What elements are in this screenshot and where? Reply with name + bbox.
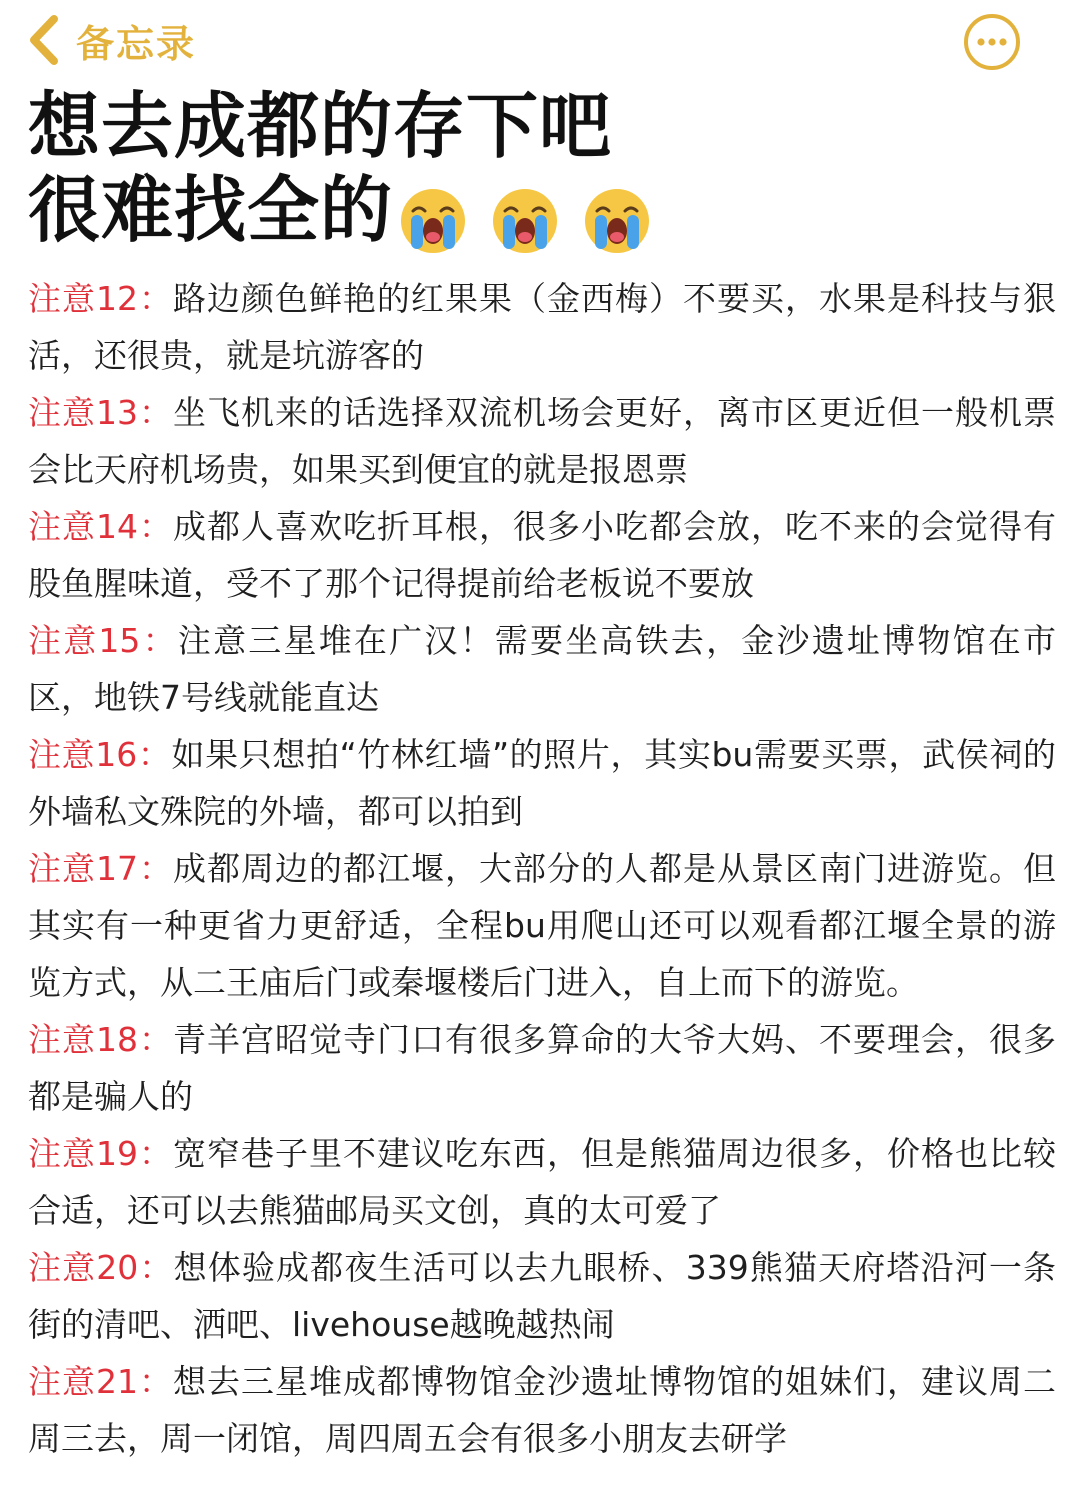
note-text: 青羊宫昭觉寺门口有很多算命的大爷大妈、不要理会，很多都是骗人的 xyxy=(28,1020,1056,1116)
more-horizontal-icon xyxy=(962,12,1022,72)
note-item xyxy=(28,1353,1056,1467)
note-item xyxy=(28,384,1056,498)
note-text: 如果只想拍“竹林红墙”的照片，其实bu需要买票，武侯祠的外墙私文殊院的外墙，都可以拍到 xyxy=(28,735,1056,831)
note-item xyxy=(28,498,1056,612)
note-label: 注意14： xyxy=(28,507,173,546)
note-item xyxy=(28,840,1056,1011)
note-item xyxy=(28,270,1056,384)
note-label: 注意21： xyxy=(28,1362,173,1401)
note-text: 想去三星堆成都博物馆金沙遗址博物馆的姐妹们，建议周二周三去，周一闭馆，周四周五会有很多小朋友去研学 xyxy=(28,1362,1056,1458)
title-line-2: 很难找全的 xyxy=(28,168,394,252)
note-text: 成都人喜欢吃折耳根，很多小吃都会放，吃不来的会觉得有股鱼腥味道，受不了那个记得提前给老板说不要放 xyxy=(28,507,1056,603)
note-item xyxy=(28,612,1056,726)
back-label: 备忘录 xyxy=(76,21,197,66)
note-text: 路边颜色鲜艳的红果果（金西梅）不要买，水果是科技与狠活，还很贵，就是坑游客的 xyxy=(28,279,1056,375)
note-item xyxy=(28,726,1056,840)
note-title xyxy=(28,84,1058,257)
note-label: 注意19： xyxy=(28,1134,173,1173)
note-item xyxy=(28,1239,1056,1353)
note-text: 成都周边的都江堰，大部分的人都是从景区南门进游览。但其实有一种更省力更舒适，全程bu用爬山还可以观看都江堰全景的游览方式，从二王庙后门或秦堰楼后门进入，自上而下的游览。 xyxy=(28,849,1056,1002)
note-label: 注意15： xyxy=(28,621,178,660)
chevron-left-icon xyxy=(26,13,60,67)
more-options-button[interactable] xyxy=(962,12,1022,72)
note-text: 想体验成都夜生活可以去九眼桥、339熊猫天府塔沿河一条街的清吧、洒吧、livehouse越晚越热闹 xyxy=(28,1248,1056,1344)
note-label: 注意17： xyxy=(28,849,173,888)
note-item xyxy=(28,1011,1056,1125)
back-button[interactable] xyxy=(26,10,196,70)
loudly-crying-face-icon xyxy=(491,187,559,255)
note-text: 注意三星堆在广汉！需要坐高铁去，金沙遗址博物馆在市区，地铁7号线就能直达 xyxy=(28,621,1057,717)
note-label: 注意12： xyxy=(28,279,173,318)
title-line-1: 想去成都的存下吧 xyxy=(28,84,613,168)
loudly-crying-face-icon xyxy=(399,187,467,255)
top-nav-bar xyxy=(0,0,1080,82)
note-label: 注意16： xyxy=(28,735,172,774)
loudly-crying-face-icon xyxy=(583,187,651,255)
notes-list xyxy=(28,270,1056,1467)
note-label: 注意13： xyxy=(28,393,173,432)
note-label: 注意18： xyxy=(28,1020,173,1059)
title-line-2-row xyxy=(28,168,1058,257)
note-label: 注意20： xyxy=(28,1248,174,1287)
emoji-row xyxy=(399,173,675,257)
note-text: 宽窄巷子里不建议吃东西，但是熊猫周边很多，价格也比较合适，还可以去熊猫邮局买文创，真的太可爱了 xyxy=(28,1134,1056,1230)
note-text: 坐飞机来的话选择双流机场会更好，离市区更近但一般机票会比天府机场贵，如果买到便宜的就是报恩票 xyxy=(28,393,1056,489)
note-item xyxy=(28,1125,1056,1239)
